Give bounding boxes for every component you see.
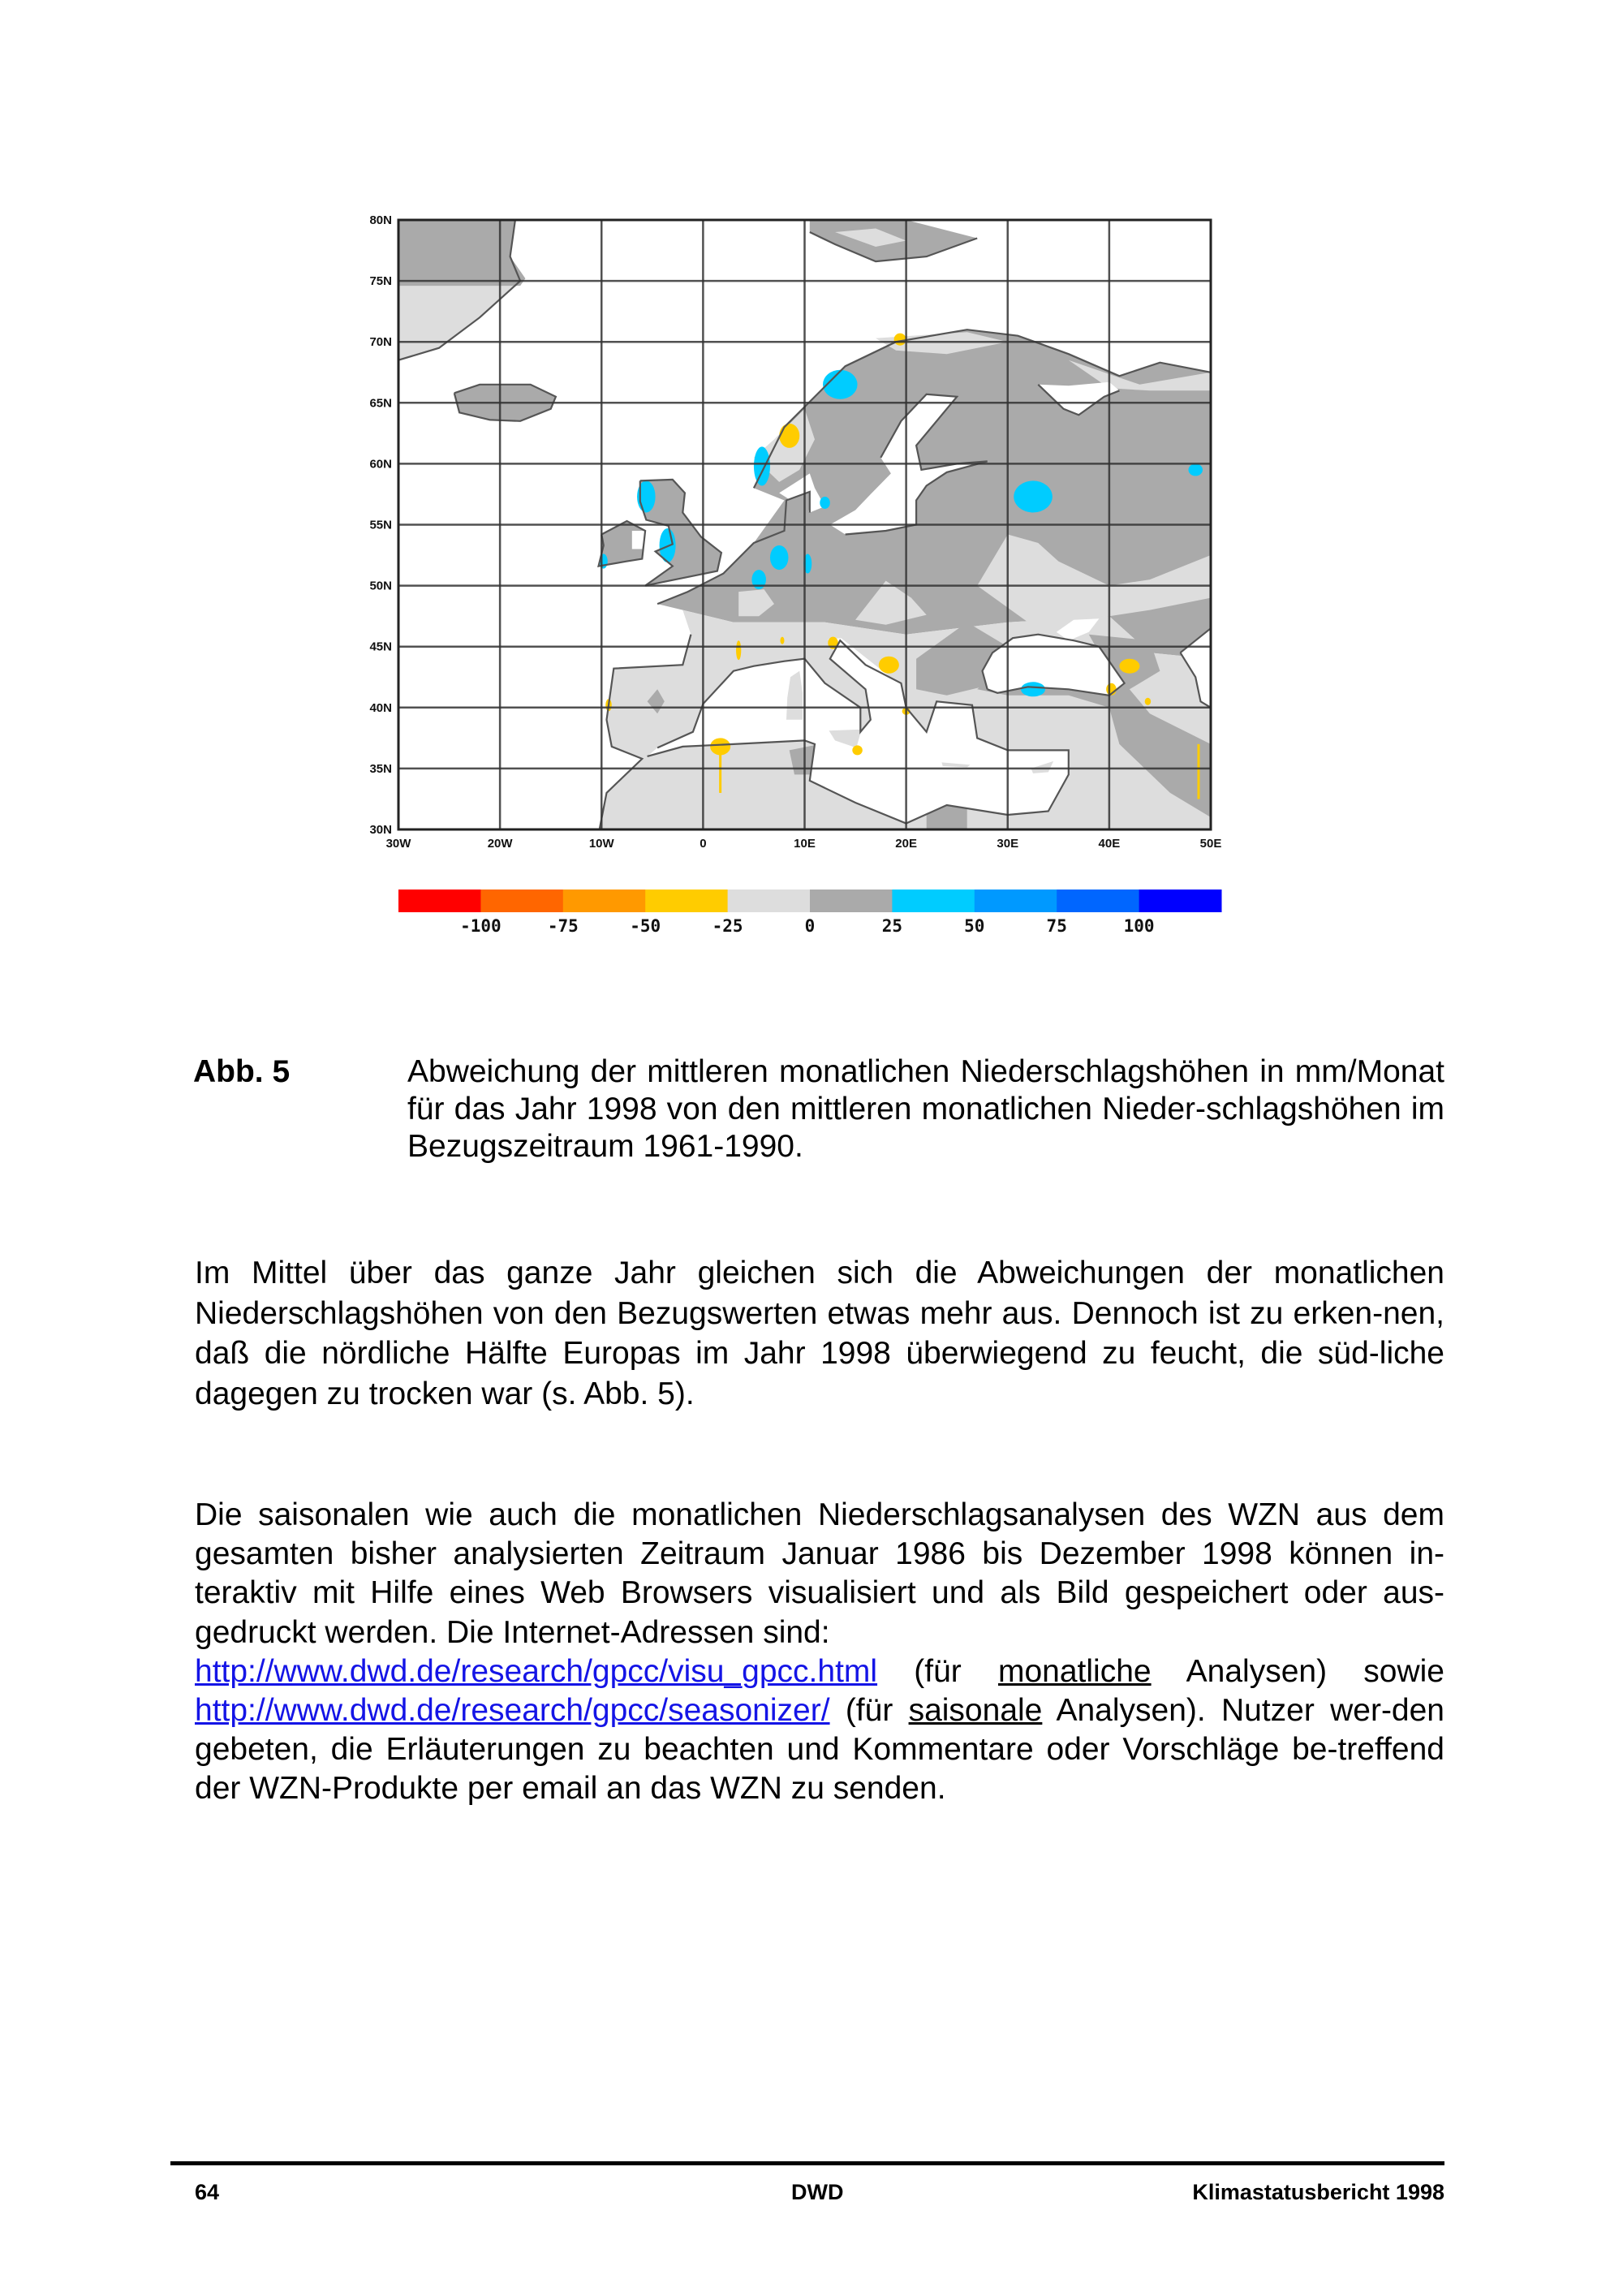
- figure-caption: Abweichung der mittleren monatlichen Niederschlagshöhen in mm/Monat für das Jahr 1998 von den mittleren monatlichen Nieder-schlagshöhen im Bezugszeitraum 1961-1990.: [407, 1054, 1444, 1164]
- colorbar-tick-label: 100: [1123, 916, 1155, 936]
- latitude-tick-label: 55N: [369, 518, 392, 532]
- figure-label: Abb. 5: [193, 1054, 291, 1089]
- anomaly-patch: [879, 657, 899, 674]
- colorbar-tick-label: -100: [460, 916, 502, 936]
- paragraph-web-access: [195, 1496, 1444, 1809]
- anomaly-patch: [780, 637, 784, 644]
- colorbar-swatch: [1139, 890, 1222, 912]
- underlined-saisonale: saisonale: [908, 1693, 1043, 1729]
- longitude-tick-label: 50E: [1199, 837, 1222, 851]
- colorbar-swatch: [810, 890, 893, 912]
- colorbar-tick-label: 50: [964, 916, 985, 936]
- colorbar-tick-label: -50: [630, 916, 661, 936]
- colorbar-swatch: [1057, 890, 1139, 912]
- underlined-monatliche: monatliche: [997, 1653, 1152, 1689]
- footer-report-title: Klimastatusbericht 1998: [1192, 2180, 1444, 2204]
- anomaly-patch: [1145, 698, 1152, 705]
- anomaly-patch: [770, 545, 789, 570]
- latitude-tick-label: 30N: [369, 823, 392, 837]
- latitude-tick-label: 35N: [369, 761, 392, 776]
- anomaly-patch: [1014, 480, 1053, 512]
- colorbar-tick-label: -25: [712, 916, 743, 936]
- longitude-tick-label: 10W: [588, 837, 614, 851]
- colorbar-tick-label: -75: [547, 916, 579, 936]
- latitude-tick-label: 60N: [369, 457, 392, 472]
- precipitation-anomaly-map: [0, 0, 1623, 974]
- anomaly-patch: [852, 745, 863, 755]
- paragraph-text: Die saisonalen wie auch die monatlichen Niederschlagsanalysen des WZN aus dem gesamten bisher analysierten Zeitraum Januar 1986 bis Dezember 1998 können in-teraktiv mit Hilfe eines Web Browsers visualisiert und als Bild gespeichert oder aus-gedruckt werden. Die Internet-Adressen sind:: [195, 1497, 1444, 1650]
- anomaly-patch: [1119, 659, 1139, 674]
- colorbar-tick-label: 75: [1046, 916, 1067, 936]
- longitude-tick-label: 20E: [895, 837, 917, 851]
- colorbar: [398, 890, 1222, 912]
- colorbar-swatch: [398, 890, 481, 912]
- link-monthly-analyses[interactable]: http://www.dwd.de/research/gpcc/visu_gpcc.html: [195, 1653, 878, 1689]
- colorbar-tick-label: 0: [804, 916, 816, 936]
- footer-publisher: DWD: [791, 2180, 844, 2204]
- paragraph-text: Analysen). Nutzer wer-den gebeten, die Erläuterungen zu beachten und Kommentare oder Vorschläge be-treffend der WZN-Produkte per email an das WZN zu senden.: [195, 1693, 1444, 1807]
- colorbar-labels: [460, 916, 1154, 936]
- longitude-tick-label: 30E: [997, 837, 1019, 851]
- colorbar-swatch: [563, 890, 646, 912]
- latitude-tick-label: 75N: [369, 274, 392, 289]
- paragraph-text: (für: [877, 1653, 998, 1689]
- paragraph-text: Analysen) sowie: [1151, 1653, 1444, 1689]
- map-region: [398, 220, 525, 286]
- colorbar-swatch: [480, 890, 563, 912]
- latitude-tick-label: 70N: [369, 335, 392, 350]
- anomaly-patch: [779, 424, 799, 448]
- anomaly-patch: [820, 497, 830, 509]
- longitude-tick-label: 0: [700, 837, 707, 851]
- anomaly-patch: [1188, 463, 1203, 476]
- link-seasonal-analyses[interactable]: http://www.dwd.de/research/gpcc/seasonizer/: [195, 1693, 830, 1729]
- colorbar-tick-label: 25: [881, 916, 903, 936]
- latitude-tick-label: 40N: [369, 700, 392, 715]
- anomaly-patch: [754, 446, 770, 485]
- latitude-tick-label: 50N: [369, 579, 392, 593]
- page-number: 64: [195, 2180, 220, 2204]
- longitude-tick-label: 40E: [1098, 837, 1121, 851]
- anomaly-patch: [894, 334, 906, 346]
- longitude-labels: [386, 837, 1222, 851]
- colorbar-swatch: [645, 890, 728, 912]
- colorbar-swatch: [892, 890, 975, 912]
- longitude-tick-label: 30W: [385, 837, 411, 851]
- longitude-tick-label: 10E: [794, 837, 816, 851]
- latitude-tick-label: 65N: [369, 396, 392, 411]
- latitude-tick-label: 45N: [369, 640, 392, 654]
- latitude-labels: [369, 213, 392, 837]
- longitude-tick-label: 20W: [487, 837, 513, 851]
- anomaly-patch: [1021, 682, 1045, 696]
- colorbar-swatch: [728, 890, 811, 912]
- latitude-tick-label: 80N: [369, 213, 392, 227]
- colorbar-swatch: [975, 890, 1057, 912]
- paragraph-text: (für: [829, 1693, 909, 1729]
- footer-divider: [170, 2161, 1444, 2165]
- anomaly-patch: [736, 640, 741, 660]
- paragraph-annual-summary: Im Mittel über das ganze Jahr gleichen sich die Abweichungen der monatlichen Niederschlagshöhen von den Bezugswerten etwas mehr aus. Dennoch ist zu erken-nen, daß die nördliche Hälfte Europas im Jahr 1998 überwiegend zu feucht, die süd-liche dagegen zu trocken war (s. Abb. 5).: [195, 1256, 1444, 1411]
